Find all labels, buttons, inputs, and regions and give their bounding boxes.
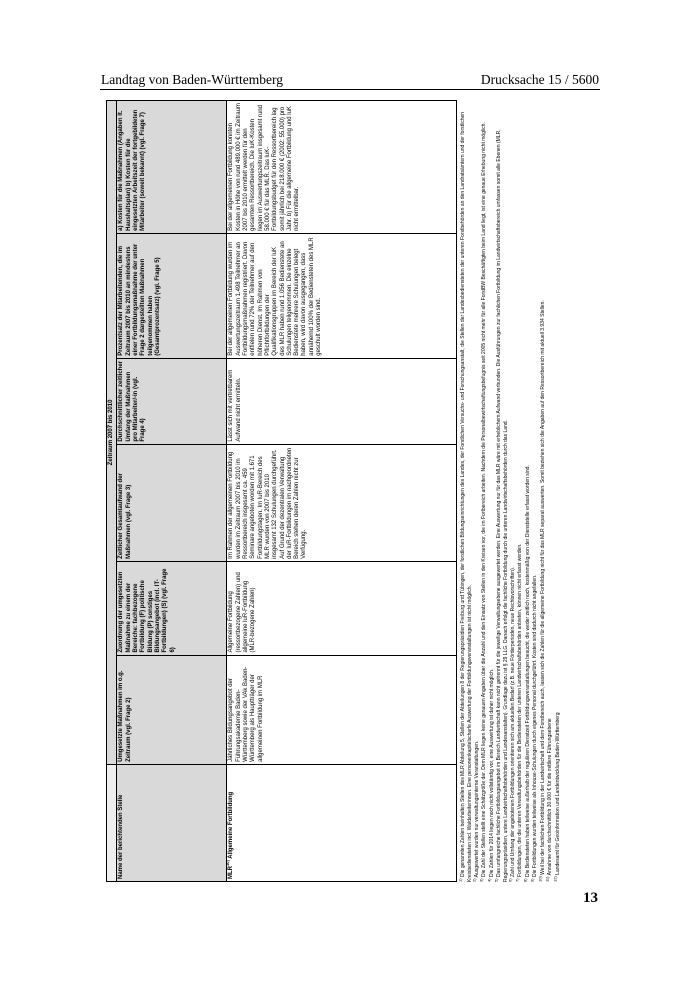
footnote: $^{4)}$ Die Zahlen für 2014 liegen noch nicht vollständig vor, eine Auswertung ist daher nicht möglich. <box>486 668 495 882</box>
column-header: Zeitlicher Gesamtaufwand der Maßnahmen (vgl. Frage 3) <box>117 444 227 561</box>
period-header: Zeitraum 2007 bis 2010 <box>107 101 117 765</box>
footnote: $^{7)}$ Fortbildungen, die die unteren Verwaltungsbehörden für die Bediensteten der unteren Landwirtschaftsbehörden anbieten, können nicht erfasst werden. <box>514 543 524 882</box>
footnote: $^{10)}$ Weil bei der fachlichen Fortbildung in der Landwirtschaft und dem Forstbereich auch, lassen sich die Zahlen für die allgemeine Fortbildung nicht für das MLR separat auswerten. Somit beziehen sich die Angaben auf den Ressortbereich mit aktuell 3.934 Stellen. <box>537 300 546 882</box>
measures-table <box>106 100 457 882</box>
column-header: Name der berichtenden Stelle <box>117 764 227 881</box>
column-header: a) Kosten für die Maßnahmen (Angaben lt. Haushaltsplan) b) Kosten für die eingesetzten Arbeitszeit der fortgebildeten Mitarbeiter (soweit bekannt) (vgl. Frage 7) <box>117 101 227 234</box>
table-cell-percentage: Bei der allgemeinen Fortbildung wurden im Auswertungszeitraum 1.498 Teilnehmer an Fortbildungsmaßnahmen registriert. Davon entfielen rund 72% der Teilnehmer auf den höheren Dienst. Im Rahmen von Pflichtfortbildungen der Qualifikationsgruppen im Bereich der luK des MLR haben rund 1.056 Bedienstete an Schulungen teilgenommen. Die einzelne Bedienstete mehrere Schulungen belegt haben, wird davon ausgegangen, dass annähernd 100% der Bediensteten des MLR geschult worden sind. <box>227 233 457 358</box>
footnotes <box>457 100 561 882</box>
row-name-cell <box>227 764 457 881</box>
row-name: MLR <box>228 866 235 879</box>
table-cell-avg-effort: Lässt sich mit vertretbarem Aufwand nicht ermitteln. <box>227 358 457 444</box>
header-rule <box>100 89 600 90</box>
table-cell-measures: Jährliches Bildungsangebot der Führungsakademie Baden-Württemberg sowie der VAk Baden-Württemberg als Hauptträger der allgemeinen Fortbildung im MLR <box>227 655 457 764</box>
footnote: $^{5)}$ Das umfangreiche fachliche Fortbildungsangebot im Bereich Landwirtschaft kann nicht getrennt für die jeweilige Verwaltungsebene ausgewertet werden. Eine Auswertung nur für das MLR wäre mit erheblichem Aufwand verbunden. Die Ausführungen zur fachlichen Fortbildung im Landwirtschaftsbereich umfassen somit alle Ebenen (MLR, Regierungspräsidien, untere Landwirtschaftsbehörden und Landesanstalten). Grundlage dazu ist § 29 LLG. Danach erfolgt die fachliche Fortbildung durch die unteren Landwirtschaftsbehörden durch das Land. <box>493 129 509 882</box>
page-number: 13 <box>583 890 598 906</box>
document-header-right: Drucksache 15 / 5600 <box>480 72 599 87</box>
rotated-table-content <box>106 100 596 882</box>
footnote: $^{11)}$ Annahme von durchschnittlich 30.000 € für die mittlere Führungsebene <box>544 718 554 882</box>
rotated-table-area <box>106 100 596 882</box>
row-name-rest: Allgemeine Fortbildung <box>228 791 235 861</box>
footnote: $^{3)}$ Die Zahl der Stellen stellt eine Schätzgröße dar. Dem MLR liegen keine genauen Angaben über die Anzahl und den Einsatz von Stellen in den Kreisen vor, die im Fortbereich arbeiten. Nachdem die Personalbewirtschaftungsbefugnis seit 2005 nicht mehr für alle ForstBW Beschäftigten beim Land liegt, ist eine genaue Erhebung nicht möglich. <box>478 122 488 882</box>
footnote: $^{8)}$ Die Bediensteten haben teilweise außerhalb der regulären Dienstzeit Fortbildungsveranstaltungen besucht, die weder zeitlich noch, kostenmäßig von der Dienststelle erfasst worden sind. <box>522 465 531 882</box>
footnote: $^{1)}$ Die genannten Zahlen beinhalten Stellen des MLR Abteilung 5, Stellen der Abteilungen 8 der Regierungspräsidien Freiburg und Tübingen, der forstlichen Bildungseinrichtungen des Landes, der Forstlichen Versuchs- und Forschungsanstalt, die Stellen der Landesbediensteten der unteren Forstbehörden an den Landratsämtern und der forstlichen Kreisbediensteten incl. Waldarbeiterinnen. Eine personenkapitelscharfe Auswertung der Fortbildungsveranstaltungen ist nicht möglich. <box>457 111 473 882</box>
column-header: Prozentsatz der Mitarbeitenden, die im Zeitraum 2007 bis 2010 an mindestens einer Fortbildungsmaßnahme der unter Frage 2 dargestellten Maßnahmen teilgenommen haben (Gesamtprozentsatz) (vgl. Frage 5) <box>117 233 227 358</box>
table-cell-total-effort: Im Rahmen der allgemeinen Fortbildung wurden im Zeitraum 2007 bis 2010 im Ressortbereich insgesamt ca. 459 Seminare angeboten worden mit 1.671 Fortbildungstagen. Im luR-Bereich des MLR wurden von 2007 bis 2010 insgesamt 132 Schulungen durchgeführt. Auf Grund der dezentralen Verwaltung der luR-Fortbildungen im nachgeordneten Bereich stehen deren Zahlen nicht zur Verfügung. <box>227 444 457 561</box>
footnote: $^{6)}$ Zahl und Umfang der angebotenen Fortbildungen orientieren sich am aktuellen Bedarf (z.B. neue Förderperioden, neue Rechtsvorschriften). <box>507 566 516 882</box>
column-header: Zuordnung der umgesetzten Maßnahme zu einem der Bereiche: fachbezogene Fortbildung (F) politische Bildung (P) sonstiges Bildungsangebot (incl. IT-Fortbildungen) (S) (vgl. Frage 6) <box>117 561 227 655</box>
footnote: $^{9)}$ Die Fortbildungen wurden teilweise als Inhouse-Schulungen durch eigenes Personal durchgeführt. Kosten sind dadurch nicht angefallen. <box>529 574 539 882</box>
table-corner-cell <box>107 764 117 881</box>
table-cell-assignment: Allgemeine Fortbildung (ressortbezogene Zahlen) und allgemeine luR-Fortbildung (MLR-bezogene Zahlen) <box>227 561 457 655</box>
document-header-left: Landtag von Baden-Württemberg <box>101 72 283 87</box>
table-cell-costs: Bei der allgemeinen Fortbildung konnten Kosten in Höhe von rund 489.000 € im Zeitraum 2007 bis 2010 ermittelt werden für den gesamten Ressortbereich. Die luK-Kosten liegen im Auswertungszeitraum insgesamt rund 58.000 € für das MLR. Das luK-Fortbildungsbudget für den Ressortbereich lag somit jährlich bei 218.000 € (2002: 55.000) pro Jahr. b) Für die allgemeine Fortbildung und luK nicht ermittelbar. <box>227 101 457 234</box>
footnote: $^{12)}$ Landesamt für Geoinformation und Landentwicklung Baden-Württemberg <box>551 712 561 882</box>
column-header: Durchschnittlicher zeitlicher Umfang der Maßnahmen pro Mitarbeiter/-in (vgl. Frage 4) <box>117 358 227 444</box>
footnote-ref: 10) <box>225 860 231 866</box>
footnote: $^{2)}$ Ausgewertet wurden nur verwaltungsinterne Veranstaltungen. <box>471 740 480 882</box>
column-header: Umgesetzte Maßnahmen im o.g. Zeitraum (vgl. Frage 2) <box>117 655 227 764</box>
